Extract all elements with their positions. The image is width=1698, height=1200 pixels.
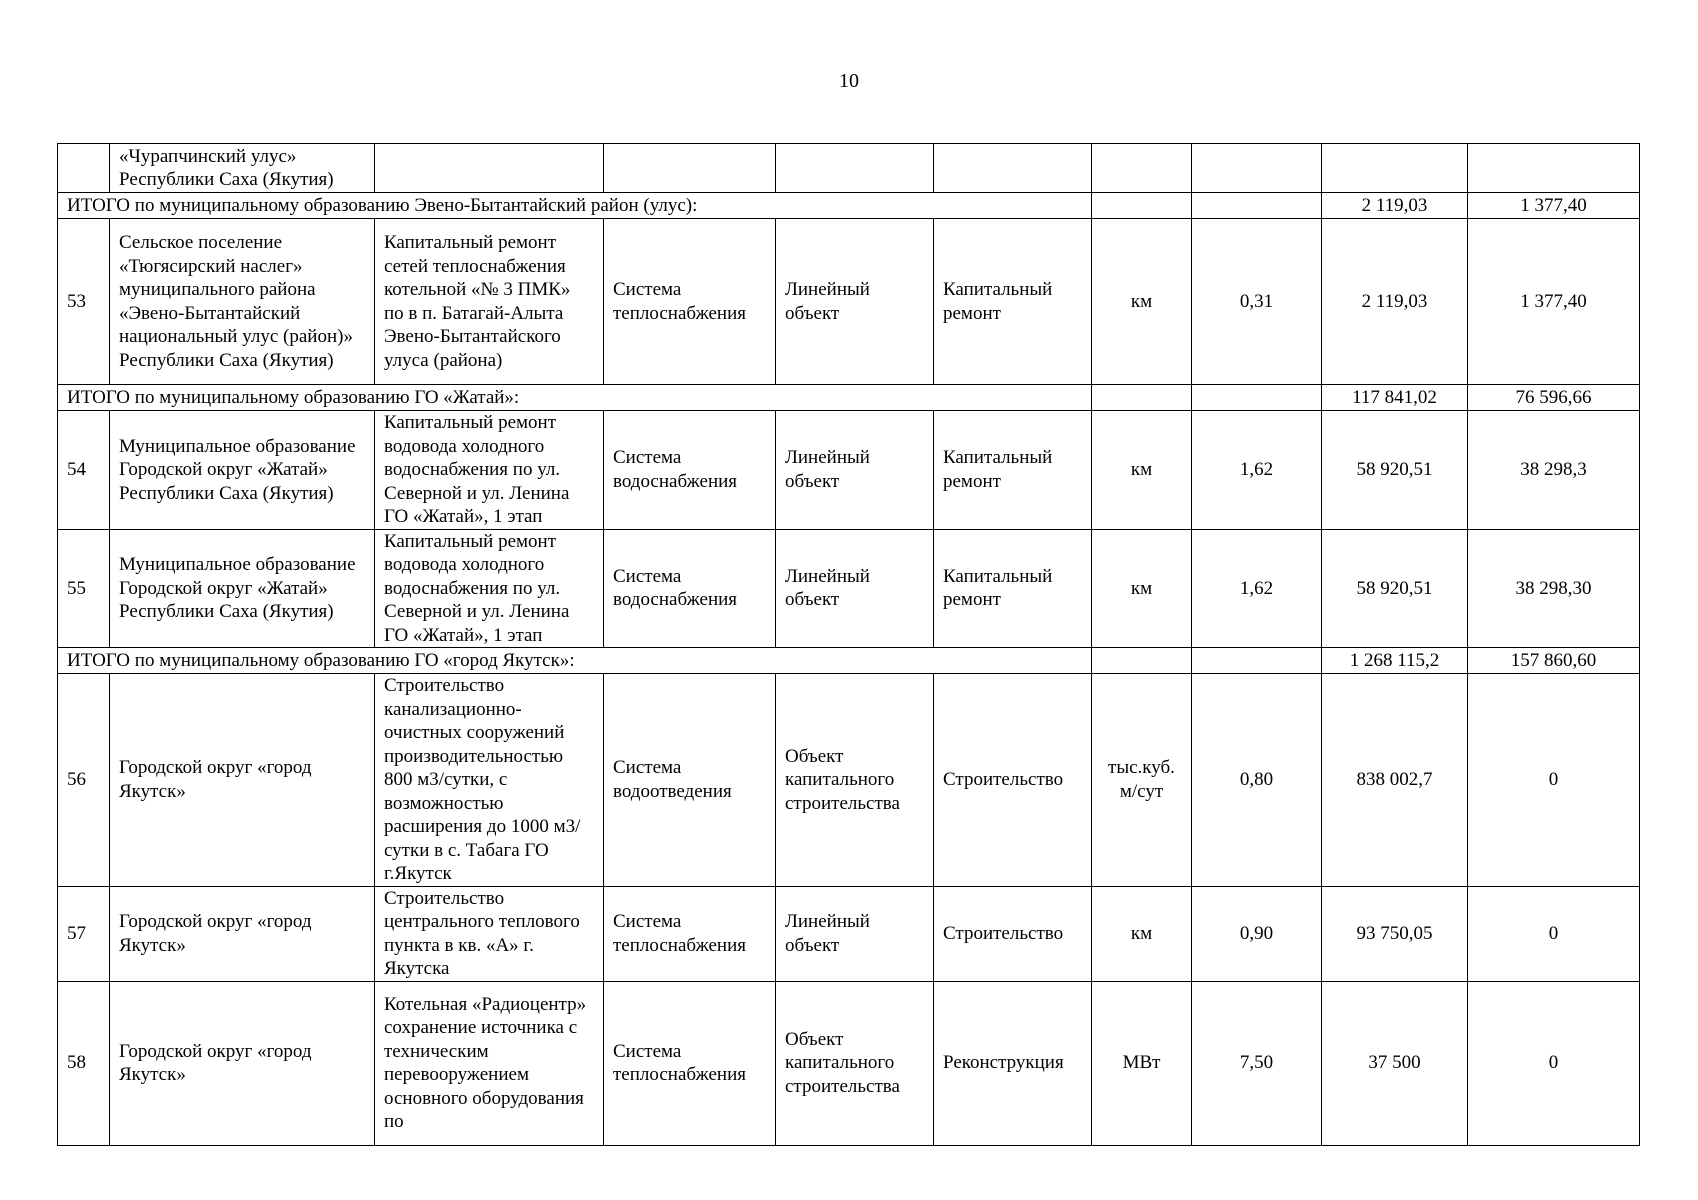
cell-owner: Городской округ «город Якутск» — [110, 674, 375, 887]
table-row — [58, 529, 1640, 648]
cell-work-type: Реконструкция — [934, 981, 1092, 1145]
subtotal-funding: 157 860,60 — [1468, 648, 1640, 674]
cell-project: Котельная «Радиоцентр» сохранение источника с техническим перевооружением основного оборудования по — [375, 981, 604, 1145]
cell-cost: 838 002,7 — [1322, 674, 1468, 887]
cell-owner: Муниципальное образование Городской округ «Жатай» Республики Саха (Якутия) — [110, 529, 375, 648]
subtotal-row — [58, 385, 1640, 411]
cell-no: 54 — [58, 411, 110, 530]
cell-unit: км — [1092, 411, 1192, 530]
table-row — [58, 674, 1640, 887]
cell-system: Система теплоснабжения — [604, 886, 776, 981]
cell-cost: 2 119,03 — [1322, 219, 1468, 385]
cell-system: Система водоснабжения — [604, 411, 776, 530]
cell-object-type: Объект капитального строительства — [776, 981, 934, 1145]
cell-cost: 58 920,51 — [1322, 529, 1468, 648]
cell-owner: Сельское поселение «Тюгясирский наслег» муниципального района «Эвено-Бытантайский национальный улус (район)» Республики Саха (Якутия) — [110, 219, 375, 385]
cell-capacity: 0,90 — [1192, 886, 1322, 981]
cell-cost: 93 750,05 — [1322, 886, 1468, 981]
cell-funding: 38 298,3 — [1468, 411, 1640, 530]
cell-cost: 37 500 — [1322, 981, 1468, 1145]
cell-cost: 58 920,51 — [1322, 411, 1468, 530]
cell-owner: Муниципальное образование Городской округ «Жатай» Республики Саха (Якутия) — [110, 411, 375, 530]
cell-work-type: Строительство — [934, 674, 1092, 887]
cell-work-type: Капитальный ремонт — [934, 219, 1092, 385]
cell-owner: «Чурапчинский улус» Республики Саха (Якутия) — [110, 144, 375, 193]
subtotal-funding: 1 377,40 — [1468, 193, 1640, 219]
cell-capacity: 0,80 — [1192, 674, 1322, 887]
subtotal-cost: 2 119,03 — [1322, 193, 1468, 219]
subtotal-label: ИТОГО по муниципальному образованию ГО «Жатай»: — [58, 385, 1092, 411]
table-row — [58, 886, 1640, 981]
cell-work-type: Строительство — [934, 886, 1092, 981]
cell-unit: МВт — [1092, 981, 1192, 1145]
cell-work-type: Капитальный ремонт — [934, 411, 1092, 530]
cell-no: 55 — [58, 529, 110, 648]
cell-project: Строительство канализационно-очистных сооружений производительностью 800 м3/сутки, с возможностью расширения до 1000 м3/сутки в с. Табага ГО г.Якутск — [375, 674, 604, 887]
table-row — [58, 219, 1640, 385]
cell-object-type: Линейный объект — [776, 529, 934, 648]
cell-work-type: Капитальный ремонт — [934, 529, 1092, 648]
cell-owner: Городской округ «город Якутск» — [110, 886, 375, 981]
table-row — [58, 981, 1640, 1145]
subtotal-cost: 117 841,02 — [1322, 385, 1468, 411]
subtotal-cost: 1 268 115,2 — [1322, 648, 1468, 674]
subtotal-row — [58, 193, 1640, 219]
cell-object-type: Линейный объект — [776, 886, 934, 981]
cell-project: Капитальный ремонт сетей теплоснабжения котельной «№ 3 ПМК» по в п. Батагай-Алыта Эвено-Бытантайского улуса (района) — [375, 219, 604, 385]
cell-funding: 0 — [1468, 886, 1640, 981]
subtotal-row — [58, 648, 1640, 674]
cell-unit: км — [1092, 529, 1192, 648]
cell-object-type: Линейный объект — [776, 219, 934, 385]
cell-no: 57 — [58, 886, 110, 981]
cell-funding: 1 377,40 — [1468, 219, 1640, 385]
cell-capacity: 0,31 — [1192, 219, 1322, 385]
cell-system: Система теплоснабжения — [604, 219, 776, 385]
subtotal-label: ИТОГО по муниципальному образованию Эвено-Бытантайский район (улус): — [58, 193, 1092, 219]
cell-unit: тыс.куб. м/сут — [1092, 674, 1192, 887]
cell-funding: 0 — [1468, 981, 1640, 1145]
cell-system: Система теплоснабжения — [604, 981, 776, 1145]
investment-projects-table — [57, 143, 1640, 1146]
cell-owner: Городской округ «город Якутск» — [110, 981, 375, 1145]
cell-object-type: Линейный объект — [776, 411, 934, 530]
cell-project: Строительство центрального теплового пункта в кв. «А» г. Якутска — [375, 886, 604, 981]
cell-no — [58, 144, 110, 193]
cell-system: Система водоснабжения — [604, 529, 776, 648]
table-row — [58, 411, 1640, 530]
cell-funding: 0 — [1468, 674, 1640, 887]
cell-capacity: 1,62 — [1192, 529, 1322, 648]
table-row-continuation — [58, 144, 1640, 193]
cell-unit: км — [1092, 886, 1192, 981]
cell-project: Капитальный ремонт водовода холодного водоснабжения по ул. Северной и ул. Ленина ГО «Жатай», 1 этап — [375, 411, 604, 530]
cell-no: 56 — [58, 674, 110, 887]
cell-system: Система водоотведения — [604, 674, 776, 887]
cell-capacity: 7,50 — [1192, 981, 1322, 1145]
cell-funding: 38 298,30 — [1468, 529, 1640, 648]
page-number: 10 — [839, 70, 859, 92]
cell-object-type: Объект капитального строительства — [776, 674, 934, 887]
cell-no: 53 — [58, 219, 110, 385]
cell-no: 58 — [58, 981, 110, 1145]
cell-unit: км — [1092, 219, 1192, 385]
subtotal-funding: 76 596,66 — [1468, 385, 1640, 411]
cell-capacity: 1,62 — [1192, 411, 1322, 530]
cell-project: Капитальный ремонт водовода холодного водоснабжения по ул. Северной и ул. Ленина ГО «Жатай», 1 этап — [375, 529, 604, 648]
subtotal-label: ИТОГО по муниципальному образованию ГО «город Якутск»: — [58, 648, 1092, 674]
